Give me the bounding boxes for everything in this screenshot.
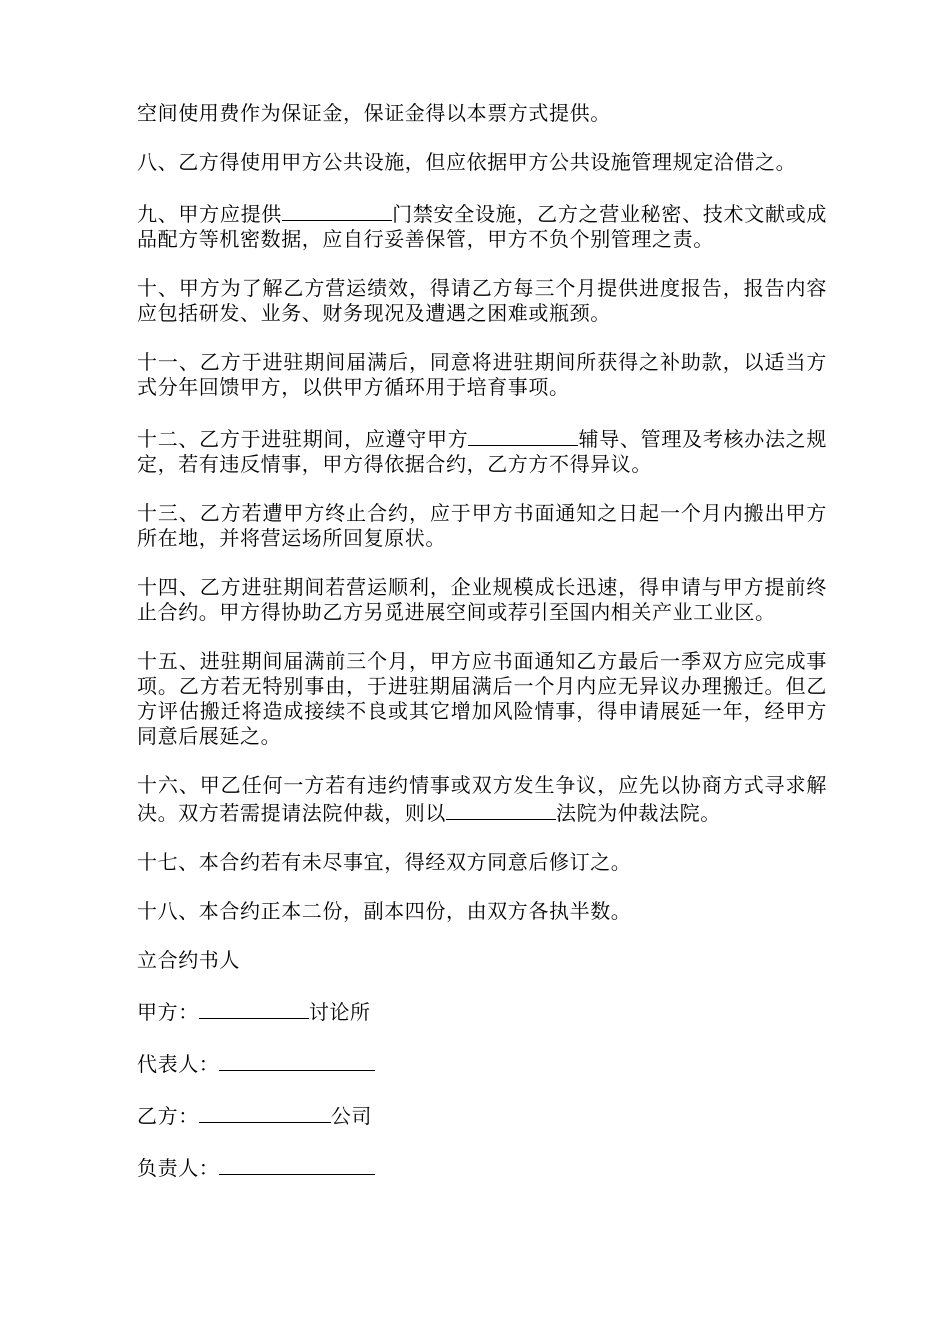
responsible-person-line xyxy=(137,1153,827,1181)
clause-16 xyxy=(137,773,827,826)
party-b-label: 乙方： xyxy=(137,1104,199,1128)
party-a-label: 甲方： xyxy=(137,1000,199,1024)
signers-heading: 立合约书人 xyxy=(137,948,240,972)
clause-12-text-a: 十二、乙方于进驻期间，应遵守甲方 xyxy=(137,427,469,451)
blank-line xyxy=(282,199,392,221)
clause-16-text-a: 十六、甲乙任何一方若有违约情事或双方发生争议，应先以协商方式寻求解决。双方若需提请法院仲裁，则以 xyxy=(137,773,827,825)
responsible-person-label: 负责人： xyxy=(137,1156,220,1180)
clause-15: 十五、进驻期间届满前三个月，甲方应书面通知乙方最后一季双方应完成事项。乙方若无特别事由，于进驻期届满后一个月内应无异议办理搬迁。但乙方评估搬迁将造成接续不良或其它增加风险情事，得申请展延一年，经甲方同意后展延之。 xyxy=(137,649,827,748)
document-body xyxy=(137,101,827,1205)
party-b-blank xyxy=(199,1101,331,1123)
party-a-line xyxy=(137,997,827,1025)
clause-14: 十四、乙方进驻期间若营运顺利，企业规模成长迅速，得申请与甲方提前终止合约。甲方得协助乙方另觅进展空间或荐引至国内相关产业工业区。 xyxy=(137,575,827,624)
clause-8: 八、乙方得使用甲方公共设施，但应依据甲方公共设施管理规定洽借之。 xyxy=(137,150,797,174)
representative-label: 代表人： xyxy=(137,1052,220,1076)
clause-13: 十三、乙方若遭甲方终止合约，应于甲方书面通知之日起一个月内搬出甲方所在地，并将营运场所回复原状。 xyxy=(137,501,827,550)
clause-9-text-a: 九、甲方应提供 xyxy=(137,202,282,226)
blank-line xyxy=(468,424,578,446)
party-b-suffix: 公司 xyxy=(330,1104,373,1128)
clause-9 xyxy=(137,199,827,252)
clause-18: 十八、本合约正本二份，副本四份，由双方各执半数。 xyxy=(137,899,632,923)
clause-9-text-b: 门禁安全设施，乙方之营业秘密、技术文献或成品配方等机密数据，应自行妥善保管，甲方不负个别管理之责。 xyxy=(137,202,827,251)
clause-12-text-b: 辅导、管理及考核办法之规定，若有违反情事，甲方得依据合约，乙方方不得异议。 xyxy=(137,427,827,476)
clause-12 xyxy=(137,424,827,477)
representative-line xyxy=(137,1049,827,1077)
responsible-person-blank xyxy=(219,1153,375,1175)
clause-16-text-b: 法院为仲裁法院。 xyxy=(556,801,721,825)
representative-blank xyxy=(219,1049,375,1071)
party-a-blank xyxy=(199,997,309,1019)
clause-10: 十、甲方为了解乙方营运绩效，得请乙方每三个月提供进度报告，报告内容应包括研发、业务、财务现况及遭遇之困难或瓶颈。 xyxy=(137,276,827,325)
blank-line xyxy=(446,798,556,820)
paragraph-intro: 空间使用费作为保证金，保证金得以本票方式提供。 xyxy=(137,101,611,125)
party-a-suffix: 讨论所 xyxy=(308,1000,371,1024)
clause-11: 十一、乙方于进驻期间届满后，同意将进驻期间所获得之补助款，以适当方式分年回馈甲方，以供甲方循环用于培育事项。 xyxy=(137,350,827,399)
party-b-line xyxy=(137,1101,827,1129)
clause-17: 十七、本合约若有未尽事宜，得经双方同意后修订之。 xyxy=(137,850,632,874)
